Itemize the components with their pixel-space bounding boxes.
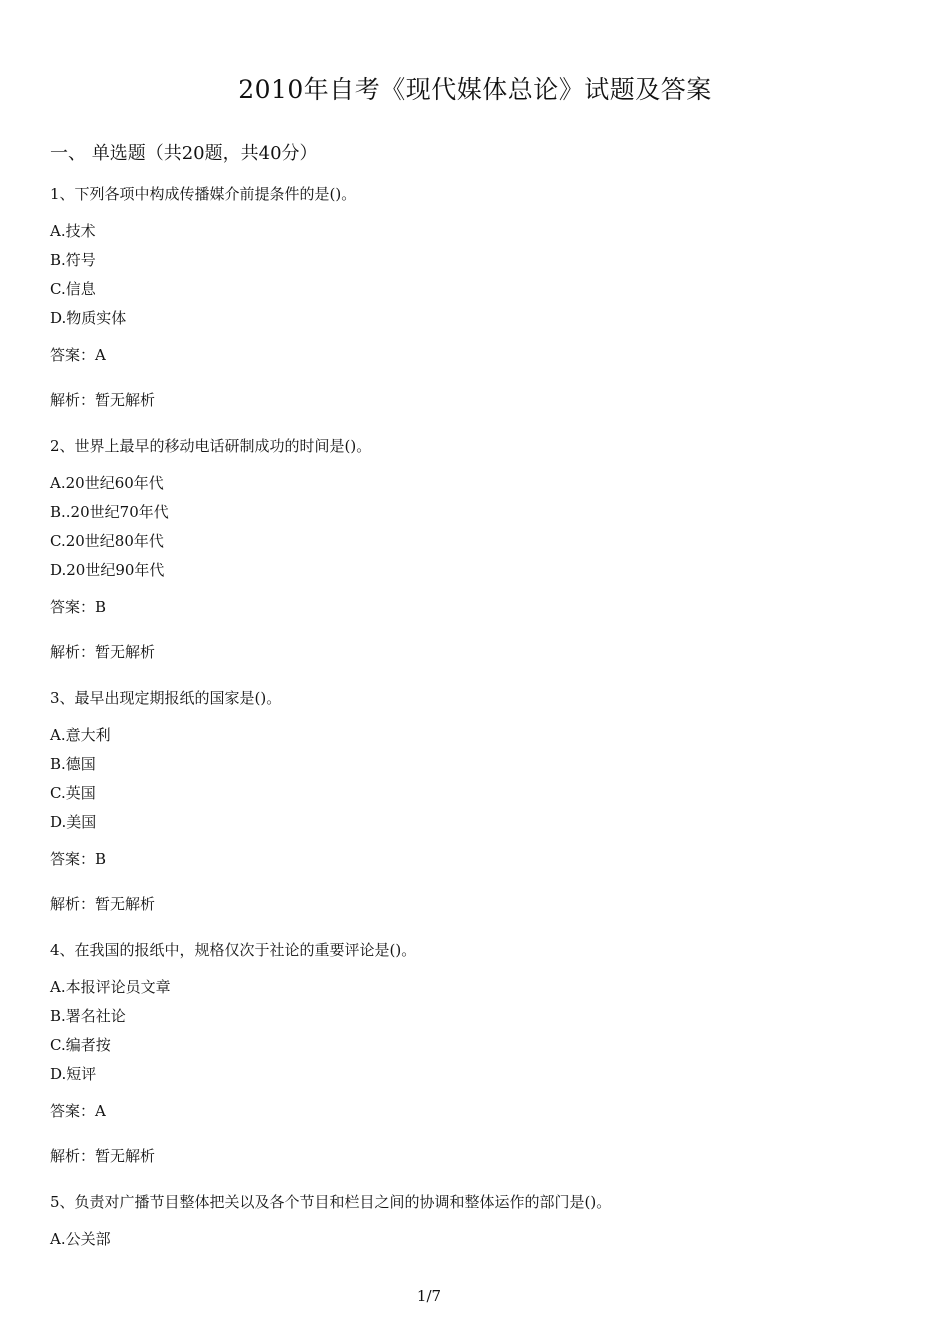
page-number: 1/7 [416, 1287, 442, 1305]
option-a: A.本报评论员文章 [50, 978, 171, 996]
option-d: D.物质实体 [50, 309, 127, 327]
question-stem: 1、下列各项中构成传播媒介前提条件的是()。 [50, 185, 357, 203]
analysis-text: 解析：暂无解析 [50, 1147, 156, 1165]
option-c: C.英国 [50, 784, 96, 802]
option-a: A.技术 [50, 222, 96, 240]
option-b: B.德国 [50, 755, 96, 773]
document-title: 2010年自考《现代媒体总论》试题及答案 [238, 75, 712, 104]
option-b: B.符号 [50, 251, 96, 269]
answer-text: 答案：B [50, 598, 107, 616]
answer-text: 答案：A [50, 1102, 106, 1120]
analysis-text: 解析：暂无解析 [50, 391, 156, 409]
answer-text: 答案：A [50, 346, 106, 364]
option-a: A.20世纪60年代 [50, 474, 164, 492]
option-d: D.20世纪90年代 [50, 561, 165, 579]
option-d: D.短评 [50, 1065, 97, 1083]
question-stem: 2、世界上最早的移动电话研制成功的时间是()。 [50, 437, 372, 455]
option-c: C.信息 [50, 280, 96, 298]
option-a: A.公关部 [50, 1230, 111, 1248]
analysis-text: 解析：暂无解析 [50, 895, 156, 913]
question-stem: 5、负责对广播节目整体把关以及各个节目和栏目之间的协调和整体运作的部门是()。 [50, 1193, 612, 1211]
question-stem: 3、最早出现定期报纸的国家是()。 [50, 689, 282, 707]
option-b: B..20世纪70年代 [50, 503, 169, 521]
question-stem: 4、在我国的报纸中，规格仅次于社论的重要评论是()。 [50, 941, 417, 959]
option-a: A.意大利 [50, 726, 111, 744]
option-c: C.20世纪80年代 [50, 532, 164, 550]
option-b: B.署名社论 [50, 1007, 126, 1025]
answer-text: 答案：B [50, 850, 107, 868]
analysis-text: 解析：暂无解析 [50, 643, 156, 661]
option-c: C.编者按 [50, 1036, 111, 1054]
section-heading: 一、 单选题（共20题，共40分） [50, 143, 318, 164]
option-d: D.美国 [50, 813, 97, 831]
